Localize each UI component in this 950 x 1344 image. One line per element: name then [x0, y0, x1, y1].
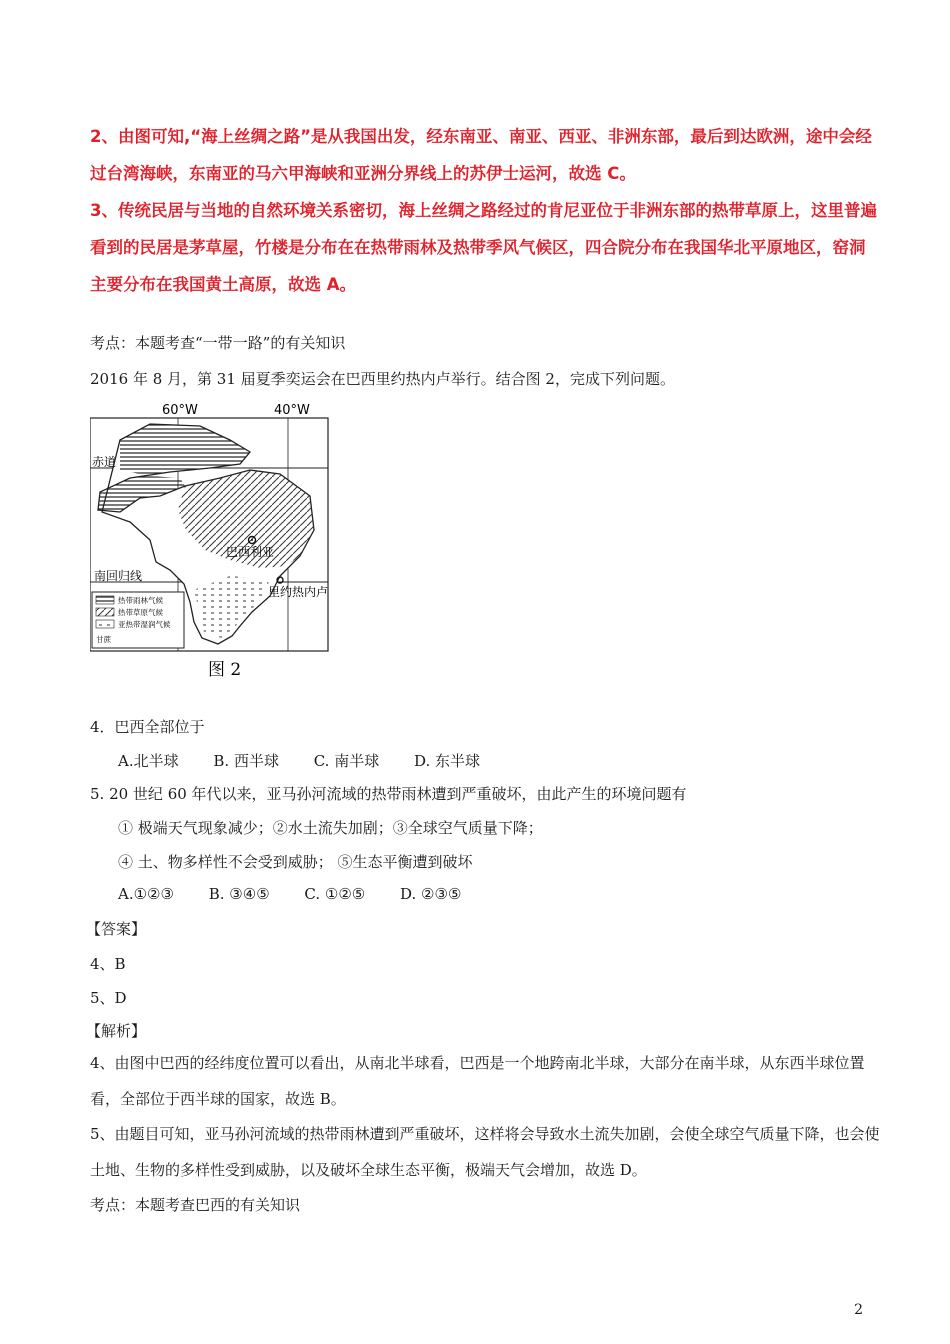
q5-line1: ① 极端天气现象减少；②水土流失加剧；③全球空气质量下降；	[118, 819, 543, 837]
brasilia-label: 巴西利亚	[226, 545, 275, 559]
legend-savanna: 热带草原气候	[118, 608, 163, 617]
analysis-5: 5、由题目可知，亚马孙河流域的热带雨林遭到严重破坏，这样将会导致水土流失加剧，会使全球空气质量下降，也会使土地、生物的多样性受到威胁，以及破坏全球生态平衡，极端天气会增加，故选 D。	[90, 1125, 880, 1179]
analysis-header: 【解析】	[86, 1022, 147, 1040]
kaodian-2: 考点：本题考查巴西的有关知识	[90, 1196, 301, 1214]
q4-option-b[interactable]: B. 西半球	[213, 752, 279, 770]
lon-60w-label: 60°W	[162, 403, 198, 418]
q5-options	[118, 885, 491, 903]
equator-label: 赤道	[92, 455, 117, 469]
tropic-label: 南回归线	[94, 569, 143, 583]
q5-option-a[interactable]: A.①②③	[118, 885, 174, 903]
q5-option-c[interactable]: C. ①②⑤	[304, 885, 366, 903]
q4-stem: 4．巴西全部位于	[90, 718, 205, 736]
brazil-climate-map	[90, 400, 330, 682]
q5-line2: ④ 土、物多样性不会受到威胁； ⑤生态平衡遭到破坏	[118, 853, 473, 871]
legend-sugarcane: 甘蔗	[96, 635, 111, 644]
q5-option-b[interactable]: B. ③④⑤	[208, 885, 270, 903]
explanation-3: 3、传统民居与当地的自然环境关系密切，海上丝绸之路经过的肯尼亚位于非洲东部的热带草原上，这里普遍看到的民居是茅草屋，竹楼是分布在在热带雨林及热带季风气候区，四合院分布在我国华北平原地区，窑洞主要分布在我国黄土高原，故选 A。	[90, 201, 877, 294]
rio-label: 里约热内卢	[268, 585, 329, 599]
page-number: 2	[854, 1302, 863, 1318]
intro-text: 2016 年 8 月，第 31 届夏季奕运会在巴西里约热内卢举行。结合图 2，完成下列问题。	[90, 370, 675, 388]
q4-options	[118, 750, 510, 771]
q4-option-c[interactable]: C. 南半球	[313, 752, 380, 770]
legend-rainforest: 热带雨林气候	[118, 596, 163, 605]
q5-option-d[interactable]: D. ②③⑤	[400, 885, 462, 903]
q5-stem: 5. 20 世纪 60 年代以来，亚马孙河流域的热带雨林遭到严重破坏，由此产生的环境问题有	[90, 785, 687, 803]
analysis-4: 4、由图中巴西的经纬度位置可以看出，从南北半球看，巴西是一个地跨南北半球，大部分在南半球，从东西半球位置看，全部位于西半球的国家，故选 B。	[90, 1054, 865, 1108]
lon-40w-label: 40°W	[274, 403, 310, 418]
figure-caption: 图 2	[208, 660, 242, 680]
q4-option-a[interactable]: A.北半球	[118, 752, 179, 770]
explanation-2: 2、由图可知,“海上丝绸之路”是从我国出发，经东南亚、南亚、西亚、非洲东部，最后到达欧洲，途中会经过台湾海峡，东南亚的马六甲海峡和亚洲分界线上的苏伊士运河，故选 C。	[90, 127, 872, 183]
kaodian-1: 考点：本题考查“一带一路”的有关知识	[90, 334, 346, 352]
answer-4: 4、B	[90, 955, 126, 973]
q4-option-d[interactable]: D. 东半球	[414, 752, 481, 770]
answer-5: 5、D	[90, 989, 127, 1007]
answer-header: 【答案】	[86, 920, 147, 938]
legend-subtropical: 亚热带湿润气候	[118, 620, 171, 629]
